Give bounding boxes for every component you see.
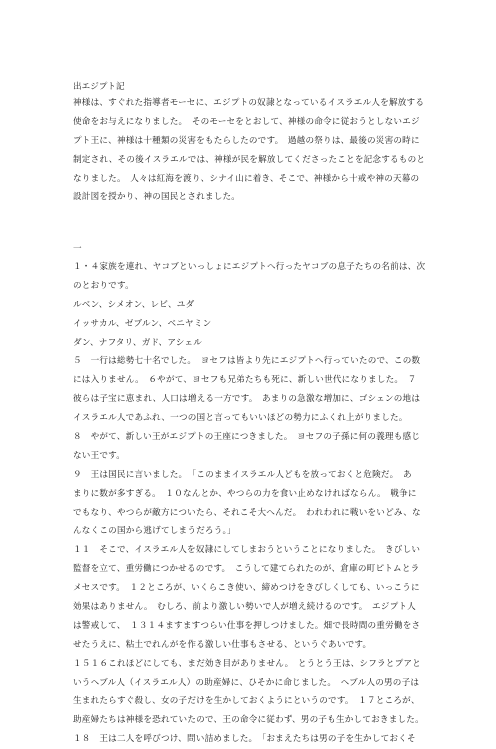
body-line: ５ 一行は総勢七十名でした。 ヨセフは皆より先にエジプトへ行っていたので、この数: [73, 356, 421, 367]
body-line: んなくこの国から逃げてしまうだろう。」: [73, 526, 236, 537]
body-line: 彼らは子宝に恵まれ、人口は増える一方です。 あまりの急激な増加に、ゴシェンの地は: [73, 394, 421, 405]
body-line: でもなり、やつらが敵方についたら、それこそ大へんだ。 われわれに戦いをいどみ、な: [73, 507, 421, 518]
body-line: ダン、ナフタリ、ガド、アシェル: [73, 337, 202, 348]
body-line: は警戒して、 １３１４ますますつらい仕事を押しつけました。畑で長時間の重労働をさ: [73, 620, 421, 631]
intro-line: 使命をお与えになりました。 そのモーセをとおして、神様の命令に従おうとしないエジ: [73, 116, 420, 127]
document-title: 出エジプト記: [73, 82, 125, 92]
body-line: １５１６これほどにしても、まだ効き目がありません。 とうとう王は、シフラとプアと: [73, 658, 421, 669]
body-line: イスラエル人であふれ、一つの国と言ってもいいほどの勢力にふくれ上がりました。: [73, 413, 408, 424]
body-line: には入りません。 ６やがて、ヨセフも兄弟たちも死に、新しい世代になりました。 ７: [73, 375, 417, 386]
intro-paragraph: [73, 94, 433, 207]
intro-line: なりました。 人々は紅海を渡り、シナイ山に着き、そこで、神様から十戒や神の天幕の: [73, 173, 420, 184]
body-line: １８ 王は二人を呼びつけ、問い詰めました。 「おまえたちは男の子を生かしておくそ: [73, 734, 416, 745]
chapter-number: 一: [73, 244, 82, 254]
body-line: 生まれたらすぐ殺し、女の子だけを生かしておくようにというのです。 １７ところが、: [73, 696, 420, 707]
body-line: メセスです。 １２ところが、いくらこき使い、締めつけをきびしくしても、いっこうに: [73, 583, 420, 594]
body-line: 助産婦たちは神様を恐れていたので、王の命令に従わず、男の子も生かしておきました。: [73, 715, 424, 726]
body-line: ルベン、シメオン、レビ、ユダ: [73, 299, 195, 310]
intro-line: 制定され、その後イスラエルでは、神様が民を解放してくださったことを記念するものと: [73, 154, 426, 165]
body-line: １・４家族を連れ、ヤコブといっしょにエジプトへ行ったヤコブの息子たちの名前は、次: [73, 262, 426, 272]
body-line: 監督を立て、重労働につかせるのです。 こうして建てられたのが、倉庫の町ピトムとラ: [73, 564, 420, 575]
body-line: ８ やがて、新しい王がエジプトの王座につきました。 ヨセフの子孫に何の義理も感じ: [73, 432, 421, 443]
body-line: まりに数が多すぎる。 １０なんとか、やつらの力を食い止めなければならん。 戦争に: [73, 488, 417, 499]
body-line: せたうえに、粘土でれんがを作る激しい仕事もさせる、というぐあいです。: [73, 639, 372, 650]
body-line: イッサカル、ゼブルン、ベニヤミン: [73, 318, 212, 329]
body-line: 効果はありません。 むしろ、前より激しい勢いで人が増え続けるのです。 エジプト人: [73, 602, 416, 613]
body-line: ９ 王は国民に言いました。 「このままイスラエル人どもを放っておくと危険だ。 あ: [73, 469, 412, 480]
intro-line: 神様は、すぐれた指導者モーセに、エジプトの奴隷となっているイスラエル人を解放する: [73, 98, 425, 108]
intro-line: プト王に、神様は十種類の災害をもたらしたのです。 過越の祭りは、最後の災害の時に: [73, 135, 420, 146]
chapter-body: [73, 258, 433, 749]
body-line: １１ そこで、イスラエル人を奴隷にしてしまおうということになりました。 きびしい: [73, 545, 421, 556]
intro-line: 設計図を授かり、神の国民とされました。: [73, 192, 241, 203]
body-line: ない王です。: [73, 450, 126, 461]
body-line: のとおりです。: [73, 280, 134, 291]
body-line: いうヘブル人（イスラエル人）の助産婦に、ひそかに命じました。 ヘブル人の男の子は: [73, 677, 420, 688]
